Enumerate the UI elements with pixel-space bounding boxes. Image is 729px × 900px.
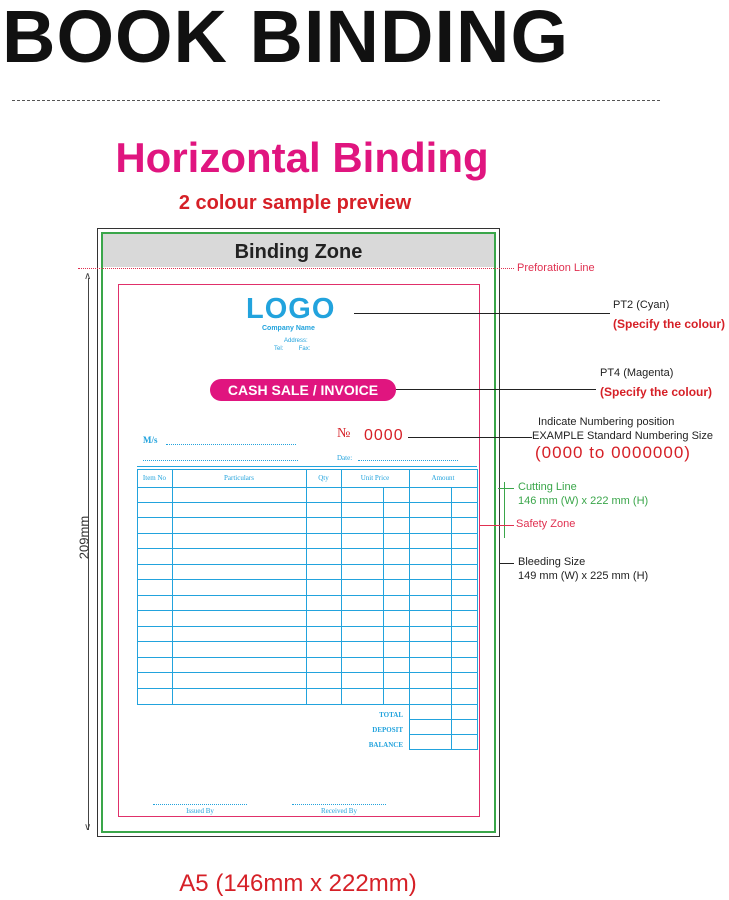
ms-field-line xyxy=(166,444,296,445)
table-row-line xyxy=(137,533,477,534)
totals-left-line xyxy=(409,705,410,750)
pt2-note: (Specify the colour) xyxy=(613,317,726,331)
height-dimension-label: 209mm xyxy=(76,515,92,560)
received-by-label: Received By xyxy=(321,807,357,815)
table-row-line xyxy=(137,610,477,611)
column-header-item-no: Item No xyxy=(142,474,167,482)
pt2-callout-line xyxy=(354,313,610,314)
deposit-label: DEPOSIT xyxy=(372,726,403,734)
table-row-line xyxy=(137,704,477,705)
column-header-qty: Qty xyxy=(318,474,329,482)
ms-field-line-2 xyxy=(143,460,298,461)
page-title: BOOK BINDING xyxy=(2,0,569,78)
numbering-label: Indicate Numbering position xyxy=(538,416,675,428)
table-row-line xyxy=(137,672,477,673)
received-by-line xyxy=(292,804,386,805)
totals-mid-line xyxy=(451,705,452,750)
items-table xyxy=(137,466,477,756)
table-row-line xyxy=(137,595,477,596)
pt2-label: PT2 (Cyan) xyxy=(613,299,670,311)
safety-callout-line xyxy=(480,525,514,526)
table-row-line xyxy=(137,641,477,642)
pt4-label: PT4 (Magenta) xyxy=(600,367,674,379)
cutting-line-size: 146 mm (W) x 222 mm (H) xyxy=(518,495,649,507)
bleeding-size-label: Bleeding Size xyxy=(518,556,586,568)
total-label: TOTAL xyxy=(379,711,403,719)
numbering-range: (0000 to 0000000) xyxy=(535,443,691,462)
table-row-line xyxy=(137,688,477,689)
column-header-particulars: Particulars xyxy=(224,474,254,482)
paper-size-label: A5 (146mm x 222mm) xyxy=(179,870,417,897)
binding-zone: Binding Zone xyxy=(103,234,494,267)
table-header-line xyxy=(137,487,477,488)
table-top-line xyxy=(137,466,477,467)
table-row-line xyxy=(137,626,477,627)
numbering-example: EXAMPLE Standard Numbering Size xyxy=(532,430,713,442)
table-column-line xyxy=(341,469,342,705)
invoice-number: 0000 xyxy=(364,427,404,444)
cash-sale-invoice-badge: CASH SALE / INVOICE xyxy=(210,379,396,401)
totals-row-line xyxy=(409,719,477,720)
perforation-line xyxy=(78,268,514,269)
table-subcolumn-line xyxy=(451,487,452,705)
preview-note: 2 colour sample preview xyxy=(178,192,412,214)
table-row-line xyxy=(137,517,477,518)
pt4-note: (Specify the colour) xyxy=(600,385,713,399)
arrow-up-icon: ∧ xyxy=(84,271,92,282)
table-row-line xyxy=(137,502,477,503)
safety-zone-label: Safety Zone xyxy=(516,518,576,530)
date-field-line xyxy=(358,460,458,461)
totals-right-line xyxy=(477,705,478,750)
binding-type-heading: Horizontal Binding xyxy=(115,134,489,181)
column-header-amount: Amount xyxy=(431,474,455,482)
bleeding-size-value: 149 mm (W) x 225 mm (H) xyxy=(518,570,649,582)
address-label: Address: xyxy=(284,338,308,344)
tel-label: Tel: xyxy=(274,346,284,352)
date-label: Date: xyxy=(337,454,353,462)
table-column-line xyxy=(137,469,138,705)
cutting-line-callout-tick xyxy=(504,482,505,538)
dashed-divider xyxy=(12,100,660,101)
table-row-line xyxy=(137,548,477,549)
totals-row-line xyxy=(409,749,477,750)
balance-label: BALANCE xyxy=(368,741,403,749)
cutting-line-label: Cutting Line xyxy=(518,481,577,493)
number-symbol: № xyxy=(337,426,351,441)
ms-label: M/s xyxy=(143,435,158,445)
bleeding-callout-line xyxy=(500,563,514,564)
table-column-line xyxy=(172,469,173,705)
pt4-callout-line xyxy=(396,389,596,390)
table-row-line xyxy=(137,564,477,565)
issued-by-line xyxy=(153,804,247,805)
cutting-callout-line xyxy=(498,488,514,489)
table-top-line-2 xyxy=(137,469,477,470)
perforation-line-label: Preforation Line xyxy=(517,262,595,274)
issued-by-label: Issued By xyxy=(186,807,214,815)
logo: LOGO xyxy=(246,293,336,325)
table-column-line xyxy=(477,469,478,705)
table-column-line xyxy=(409,469,410,705)
fax-label: Fax: xyxy=(298,346,311,352)
table-row-line xyxy=(137,657,477,658)
totals-row-line xyxy=(409,734,477,735)
table-subcolumn-line xyxy=(383,487,384,705)
numbering-callout-line xyxy=(408,437,532,438)
table-row-line xyxy=(137,579,477,580)
contact-line xyxy=(274,346,310,352)
column-header-unit-price: Unit Price xyxy=(360,474,390,482)
table-column-line xyxy=(306,469,307,705)
company-name: Company Name xyxy=(262,325,315,332)
arrow-down-icon: ∨ xyxy=(84,822,92,833)
